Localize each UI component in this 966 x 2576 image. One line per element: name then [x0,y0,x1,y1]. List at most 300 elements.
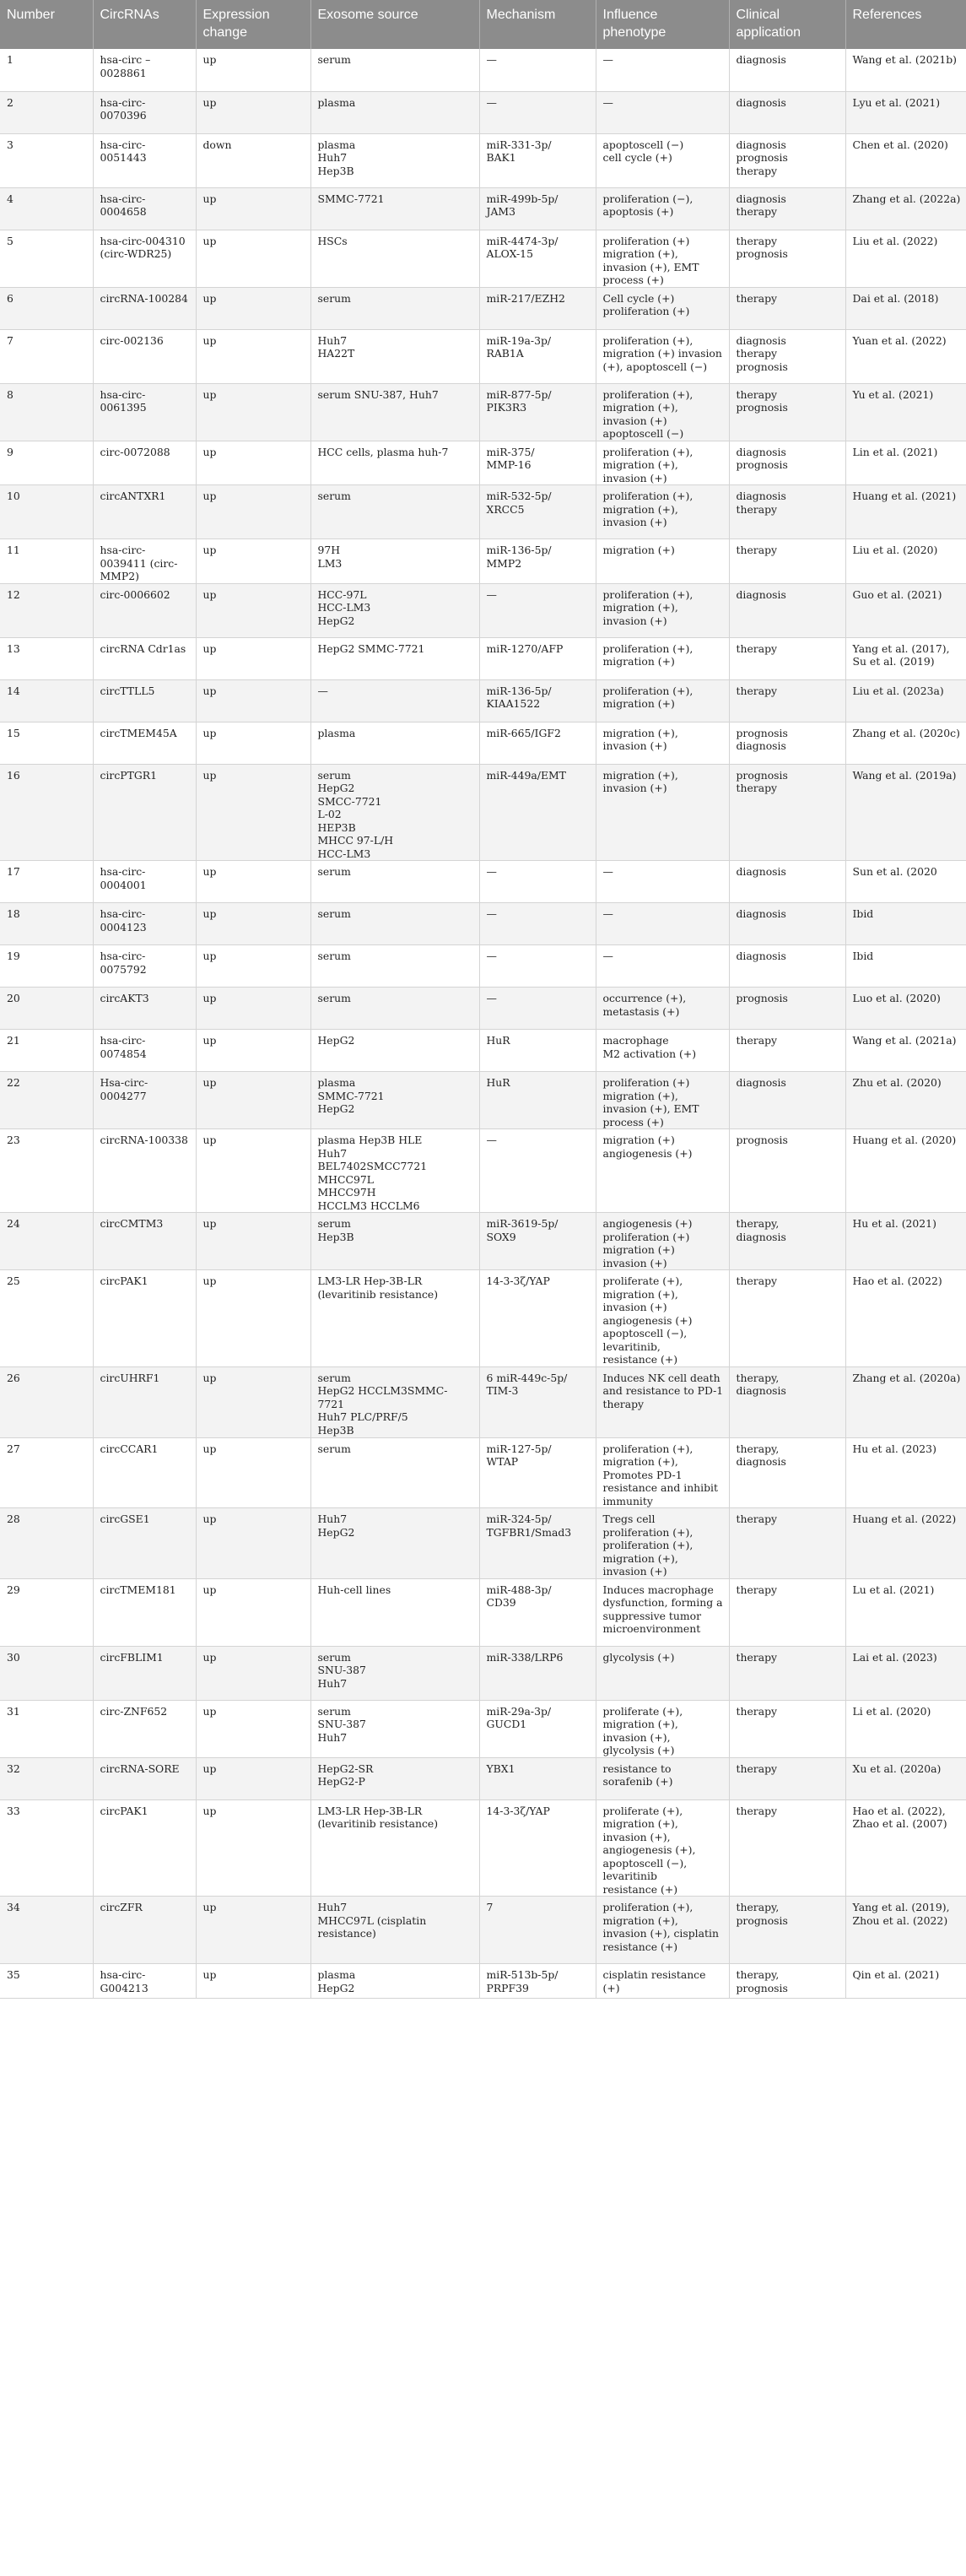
phenotype-cell: proliferation (+), migration (+), invasion (+) [596,583,729,637]
clinical-application-cell: therapy [729,637,845,679]
circrna-cell: circ-ZNF652 [93,1700,196,1757]
header-row [0,0,966,49]
circrna-cell: circRNA-100284 [93,287,196,329]
exosome-source-cell: plasma [310,91,479,133]
phenotype-cell: proliferation (+) migration (+), invasion (+), EMT process (+) [596,230,729,287]
exosome-source-cell: serum [310,861,479,903]
mechanism-cell: miR-4474-3p/ ALOX-15 [479,230,596,287]
expression-cell: up [196,945,310,988]
phenotype-cell: proliferate (+), migration (+), invasion (+), glycolysis (+) [596,1700,729,1757]
phenotype-cell: Induces NK cell death and resistance to PD-1 therapy [596,1366,729,1437]
table-row [0,903,966,945]
clinical-application-cell: therapy, prognosis [729,1897,845,1964]
number-cell: 21 [0,1030,93,1072]
expression-cell: up [196,1129,310,1213]
reference-cell: Ibid [845,903,966,945]
exosome-source-cell: serum [310,485,479,539]
clinical-application-cell: therapy, diagnosis [729,1437,845,1508]
table-row [0,988,966,1030]
mechanism-cell: miR-449a/EMT [479,764,596,861]
clinical-application-cell: therapy, prognosis [729,1964,845,1999]
table-row [0,1578,966,1646]
exosome-source-cell: Huh7 HA22T [310,329,479,383]
exosome-source-cell: plasma Huh7 Hep3B [310,133,479,187]
table-row [0,1270,966,1367]
table-row [0,133,966,187]
number-cell: 35 [0,1964,93,1999]
expression-cell: up [196,1508,310,1579]
reference-cell: Huang et al. (2021) [845,485,966,539]
reference-cell: Hu et al. (2021) [845,1213,966,1270]
expression-cell: up [196,287,310,329]
reference-cell: Chen et al. (2020) [845,133,966,187]
clinical-application-cell: therapy prognosis [729,383,845,441]
circrna-cell: circ-0006602 [93,583,196,637]
clinical-application-cell: therapy [729,1270,845,1367]
exosome-source-cell: 97H LM3 [310,539,479,584]
header-influence-phenotype: Influence phenotype [596,0,729,49]
clinical-application-cell: therapy prognosis [729,230,845,287]
table-row [0,1213,966,1270]
clinical-application-cell: diagnosis prognosis [729,441,845,485]
exosome-source-cell: serum SNU-387 Huh7 [310,1700,479,1757]
circrna-cell: circAKT3 [93,988,196,1030]
circrna-cell: circTMEM45A [93,722,196,764]
table-row [0,1799,966,1897]
table-row [0,1437,966,1508]
header-expression-change: Expression change [196,0,310,49]
exosome-source-cell: Huh7 HepG2 [310,1508,479,1579]
exosome-source-cell: plasma SMMC-7721 HepG2 [310,1072,479,1129]
phenotype-cell: angiogenesis (+) proliferation (+) migration (+) invasion (+) [596,1213,729,1270]
phenotype-cell: migration (+), invasion (+) [596,764,729,861]
phenotype-cell: Cell cycle (+) proliferation (+) [596,287,729,329]
reference-cell: Liu et al. (2022) [845,230,966,287]
mechanism-cell: miR-338/LRP6 [479,1646,596,1700]
circrna-cell: hsa-circ-G004213 [93,1964,196,1999]
phenotype-cell: cisplatin resistance (+) [596,1964,729,1999]
exosome-source-cell: HepG2 SMMC-7721 [310,637,479,679]
phenotype-cell: apoptoscell (−) cell cycle (+) [596,133,729,187]
table-row [0,1129,966,1213]
mechanism-cell: miR-1270/AFP [479,637,596,679]
phenotype-cell: proliferation (+), migration (+), invasion (+), cisplatin resistance (+) [596,1897,729,1964]
number-cell: 2 [0,91,93,133]
circrna-cell: hsa-circ-0061395 [93,383,196,441]
exosome-source-cell: Huh7 MHCC97L (cisplatin resistance) [310,1897,479,1964]
clinical-application-cell: prognosis diagnosis [729,722,845,764]
phenotype-cell: macrophage M2 activation (+) [596,1030,729,1072]
exosome-source-cell: serum [310,1437,479,1508]
clinical-application-cell: therapy, diagnosis [729,1213,845,1270]
reference-cell: Huang et al. (2022) [845,1508,966,1579]
phenotype-cell: — [596,945,729,988]
circrna-cell: hsa-circ-0004001 [93,861,196,903]
circrna-cell: hsa-circ-0051443 [93,133,196,187]
exosome-source-cell: HCC cells, plasma huh-7 [310,441,479,485]
mechanism-cell: — [479,49,596,91]
exosome-source-cell: serum Hep3B [310,1213,479,1270]
mechanism-cell: HuR [479,1072,596,1129]
mechanism-cell: — [479,91,596,133]
exosome-source-cell: plasma [310,722,479,764]
exosome-source-cell: serum [310,988,479,1030]
mechanism-cell: 14-3-3ζ/YAP [479,1270,596,1367]
number-cell: 22 [0,1072,93,1129]
table-row [0,679,966,722]
expression-cell: up [196,383,310,441]
clinical-application-cell: therapy [729,539,845,584]
mechanism-cell: miR-375/ MMP-16 [479,441,596,485]
clinical-application-cell: therapy [729,287,845,329]
phenotype-cell: proliferation (−), apoptosis (+) [596,187,729,230]
reference-cell: Zhang et al. (2022a) [845,187,966,230]
circrna-cell: hsa-circ-004310 (circ-WDR25) [93,230,196,287]
phenotype-cell: resistance to sorafenib (+) [596,1757,729,1799]
circrna-cell: hsa-circ-0074854 [93,1030,196,1072]
reference-cell: Lyu et al. (2021) [845,91,966,133]
number-cell: 5 [0,230,93,287]
phenotype-cell: proliferation (+), migration (+) invasion (+), apoptoscell (−) [596,329,729,383]
mechanism-cell: 14-3-3ζ/YAP [479,1799,596,1897]
expression-cell: up [196,637,310,679]
mechanism-cell: HuR [479,1030,596,1072]
clinical-application-cell: therapy [729,1799,845,1897]
expression-cell: up [196,1437,310,1508]
mechanism-cell: miR-488-3p/ CD39 [479,1578,596,1646]
mechanism-cell: — [479,903,596,945]
clinical-application-cell: diagnosis [729,903,845,945]
clinical-application-cell: diagnosis therapy [729,485,845,539]
circrna-cell: circFBLIM1 [93,1646,196,1700]
circrna-cell: circPAK1 [93,1799,196,1897]
reference-cell: Ibid [845,945,966,988]
number-cell: 3 [0,133,93,187]
phenotype-cell: proliferation (+), migration (+), invasion (+) [596,485,729,539]
mechanism-cell: 7 [479,1897,596,1964]
phenotype-cell: — [596,91,729,133]
table-row [0,861,966,903]
exosome-source-cell: HepG2 [310,1030,479,1072]
number-cell: 30 [0,1646,93,1700]
phenotype-cell: — [596,861,729,903]
exosome-source-cell: serum SNU-387 Huh7 [310,1646,479,1700]
clinical-application-cell: therapy [729,1757,845,1799]
clinical-application-cell: diagnosis [729,1072,845,1129]
circrna-cell: circPTGR1 [93,764,196,861]
reference-cell: Lu et al. (2021) [845,1578,966,1646]
expression-cell: up [196,1700,310,1757]
table-row [0,1964,966,1999]
table-row [0,945,966,988]
table-row [0,485,966,539]
expression-cell: up [196,861,310,903]
reference-cell: Liu et al. (2023a) [845,679,966,722]
reference-cell: Dai et al. (2018) [845,287,966,329]
expression-cell: up [196,1578,310,1646]
mechanism-cell: miR-324-5p/ TGFBR1/Smad3 [479,1508,596,1579]
table-row [0,383,966,441]
mechanism-cell: miR-3619-5p/ SOX9 [479,1213,596,1270]
table-row [0,764,966,861]
phenotype-cell: Induces macrophage dysfunction, forming a suppressive tumor microenvironment [596,1578,729,1646]
expression-cell: up [196,485,310,539]
number-cell: 23 [0,1129,93,1213]
exosome-source-cell: Huh-cell lines [310,1578,479,1646]
reference-cell: Sun et al. (2020 [845,861,966,903]
expression-cell: up [196,441,310,485]
circrna-cell: circTMEM181 [93,1578,196,1646]
circrna-cell: circ-0072088 [93,441,196,485]
expression-cell: up [196,1213,310,1270]
number-cell: 10 [0,485,93,539]
exosome-source-cell: serum SNU-387, Huh7 [310,383,479,441]
reference-cell: Qin et al. (2021) [845,1964,966,1999]
number-cell: 8 [0,383,93,441]
number-cell: 7 [0,329,93,383]
exosome-source-cell: — [310,679,479,722]
reference-cell: Hao et al. (2022), Zhao et al. (2007) [845,1799,966,1897]
circrna-cell: hsa-circ-0004658 [93,187,196,230]
mechanism-cell: miR-877-5p/ PIK3R3 [479,383,596,441]
exosome-source-cell: serum [310,49,479,91]
reference-cell: Yang et al. (2017), Su et al. (2019) [845,637,966,679]
header-exosome-source: Exosome source [310,0,479,49]
circrna-cell: circZFR [93,1897,196,1964]
number-cell: 15 [0,722,93,764]
exosome-source-cell: LM3-LR Hep-3B-LR (levaritinib resistance) [310,1270,479,1367]
clinical-application-cell: prognosis [729,1129,845,1213]
table-row [0,49,966,91]
table-row [0,1646,966,1700]
mechanism-cell: — [479,988,596,1030]
mechanism-cell: miR-127-5p/ WTAP [479,1437,596,1508]
exosome-source-cell: plasma Hep3B HLE Huh7 BEL7402SMCC7721 MHCC97L MHCC97H HCCLM3 HCCLM6 [310,1129,479,1213]
circrna-cell: circANTXR1 [93,485,196,539]
expression-cell: up [196,679,310,722]
table-row [0,1072,966,1129]
phenotype-cell: Tregs cell proliferation (+), proliferation (+), migration (+), invasion (+) [596,1508,729,1579]
clinical-application-cell: therapy [729,1578,845,1646]
expression-cell: up [196,91,310,133]
table-row [0,722,966,764]
number-cell: 20 [0,988,93,1030]
phenotype-cell: migration (+) angiogenesis (+) [596,1129,729,1213]
clinical-application-cell: diagnosis [729,861,845,903]
mechanism-cell: miR-136-5p/ MMP2 [479,539,596,584]
mechanism-cell: — [479,1129,596,1213]
exosome-source-cell: HCC-97L HCC-LM3 HepG2 [310,583,479,637]
clinical-application-cell: therapy [729,1030,845,1072]
mechanism-cell: miR-665/IGF2 [479,722,596,764]
clinical-application-cell: diagnosis [729,945,845,988]
clinical-application-cell: prognosis [729,988,845,1030]
expression-cell: up [196,1964,310,1999]
circrna-cell: hsa-circ-0070396 [93,91,196,133]
exosome-source-cell: SMMC-7721 [310,187,479,230]
phenotype-cell: — [596,903,729,945]
phenotype-cell: proliferation (+), migration (+), invasion (+) apoptoscell (−) [596,383,729,441]
header-clinical-application: Clinical application [729,0,845,49]
reference-cell: Wang et al. (2019a) [845,764,966,861]
circrna-cell: hsa-circ-0075792 [93,945,196,988]
number-cell: 29 [0,1578,93,1646]
exosome-source-cell: serum HepG2 HCCLM3SMMC-7721 Huh7 PLC/PRF/5 Hep3B [310,1366,479,1437]
phenotype-cell: proliferation (+) migration (+), invasion (+), EMT process (+) [596,1072,729,1129]
circrna-cell: Hsa-circ-0004277 [93,1072,196,1129]
table-row [0,539,966,584]
expression-cell: up [196,1897,310,1964]
number-cell: 34 [0,1897,93,1964]
phenotype-cell: occurrence (+), metastasis (+) [596,988,729,1030]
phenotype-cell: proliferation (+), migration (+), Promotes PD-1 resistance and inhibit immunity [596,1437,729,1508]
expression-cell: up [196,903,310,945]
clinical-application-cell: therapy [729,1646,845,1700]
number-cell: 32 [0,1757,93,1799]
clinical-application-cell: diagnosis prognosis therapy [729,133,845,187]
circrna-cell: hsa-circ –0028861 [93,49,196,91]
reference-cell: Luo et al. (2020) [845,988,966,1030]
number-cell: 17 [0,861,93,903]
reference-cell: Xu et al. (2020a) [845,1757,966,1799]
number-cell: 12 [0,583,93,637]
clinical-application-cell: diagnosis [729,49,845,91]
expression-cell: up [196,187,310,230]
reference-cell: Zhang et al. (2020a) [845,1366,966,1437]
table-row [0,287,966,329]
circrna-cell: hsa-circ-0039411 (circ-MMP2) [93,539,196,584]
table-header [0,0,966,49]
circrna-cell: circRNA-SORE [93,1757,196,1799]
exosome-source-cell: HepG2-SR HepG2-P [310,1757,479,1799]
exosome-source-cell: serum HepG2 SMCC-7721 L-02 HEP3B MHCC 97-L/H HCC-LM3 [310,764,479,861]
number-cell: 31 [0,1700,93,1757]
mechanism-cell: — [479,583,596,637]
expression-cell: up [196,1757,310,1799]
table-row [0,1030,966,1072]
number-cell: 9 [0,441,93,485]
clinical-application-cell: therapy [729,1700,845,1757]
clinical-application-cell: diagnosis [729,583,845,637]
mechanism-cell: YBX1 [479,1757,596,1799]
mechanism-cell: miR-513b-5p/ PRPF39 [479,1964,596,1999]
clinical-application-cell: diagnosis therapy [729,187,845,230]
table-row [0,91,966,133]
exosome-source-cell: plasma HepG2 [310,1964,479,1999]
number-cell: 1 [0,49,93,91]
expression-cell: up [196,988,310,1030]
phenotype-cell: proliferation (+), migration (+) [596,637,729,679]
number-cell: 14 [0,679,93,722]
circrna-cell: circTTLL5 [93,679,196,722]
phenotype-cell: proliferate (+), migration (+), invasion (+), angiogenesis (+), apoptoscell (−), levaritinib resistance (+) [596,1799,729,1897]
circrna-cell: circRNA-100338 [93,1129,196,1213]
number-cell: 24 [0,1213,93,1270]
phenotype-cell: glycolysis (+) [596,1646,729,1700]
table-row [0,329,966,383]
exosome-source-cell: LM3-LR Hep-3B-LR (levaritinib resistance) [310,1799,479,1897]
header-circrnas: CircRNAs [93,0,196,49]
table-row [0,1508,966,1579]
clinical-application-cell: diagnosis therapy prognosis [729,329,845,383]
circrna-cell: circ-002136 [93,329,196,383]
exosome-source-cell: HSCs [310,230,479,287]
phenotype-cell: — [596,49,729,91]
reference-cell: Lin et al. (2021) [845,441,966,485]
expression-cell: up [196,764,310,861]
reference-cell: Yu et al. (2021) [845,383,966,441]
expression-cell: up [196,539,310,584]
number-cell: 27 [0,1437,93,1508]
mechanism-cell: miR-217/EZH2 [479,287,596,329]
reference-cell: Hu et al. (2023) [845,1437,966,1508]
circrna-cell: circRNA Cdr1as [93,637,196,679]
phenotype-cell: proliferation (+), migration (+) [596,679,729,722]
exosome-source-cell: serum [310,945,479,988]
table-row [0,583,966,637]
number-cell: 16 [0,764,93,861]
table-row [0,1897,966,1964]
reference-cell: Hao et al. (2022) [845,1270,966,1367]
reference-cell: Liu et al. (2020) [845,539,966,584]
header-references: References [845,0,966,49]
mechanism-cell: 6 miR-449c-5p/ TIM-3 [479,1366,596,1437]
mechanism-cell: miR-19a-3p/ RAB1A [479,329,596,383]
number-cell: 13 [0,637,93,679]
reference-cell: Zhu et al. (2020) [845,1072,966,1129]
circrna-cell: hsa-circ-0004123 [93,903,196,945]
mechanism-cell: — [479,945,596,988]
reference-cell: Li et al. (2020) [845,1700,966,1757]
expression-cell: up [196,1366,310,1437]
reference-cell: Wang et al. (2021b) [845,49,966,91]
mechanism-cell: — [479,861,596,903]
table-row [0,1757,966,1799]
expression-cell: down [196,133,310,187]
expression-cell: up [196,329,310,383]
clinical-application-cell: therapy [729,1508,845,1579]
expression-cell: up [196,1072,310,1129]
mechanism-cell: miR-499b-5p/ JAM3 [479,187,596,230]
table-row [0,637,966,679]
number-cell: 4 [0,187,93,230]
mechanism-cell: miR-532-5p/ XRCC5 [479,485,596,539]
circrna-cell: circPAK1 [93,1270,196,1367]
number-cell: 33 [0,1799,93,1897]
reference-cell: Yang et al. (2019), Zhou et al. (2022) [845,1897,966,1964]
number-cell: 19 [0,945,93,988]
number-cell: 18 [0,903,93,945]
clinical-application-cell: prognosis therapy [729,764,845,861]
circrna-cell: circCCAR1 [93,1437,196,1508]
clinical-application-cell: diagnosis [729,91,845,133]
reference-cell: Huang et al. (2020) [845,1129,966,1213]
table-body [0,49,966,1999]
table-row [0,187,966,230]
circrna-cell: circGSE1 [93,1508,196,1579]
expression-cell: up [196,722,310,764]
phenotype-cell: migration (+) [596,539,729,584]
number-cell: 28 [0,1508,93,1579]
clinical-application-cell: therapy [729,679,845,722]
number-cell: 25 [0,1270,93,1367]
phenotype-cell: proliferation (+), migration (+), invasion (+) [596,441,729,485]
table-row [0,1700,966,1757]
clinical-application-cell: therapy, diagnosis [729,1366,845,1437]
expression-cell: up [196,1270,310,1367]
phenotype-cell: migration (+), invasion (+) [596,722,729,764]
mechanism-cell: miR-136-5p/ KIAA1522 [479,679,596,722]
